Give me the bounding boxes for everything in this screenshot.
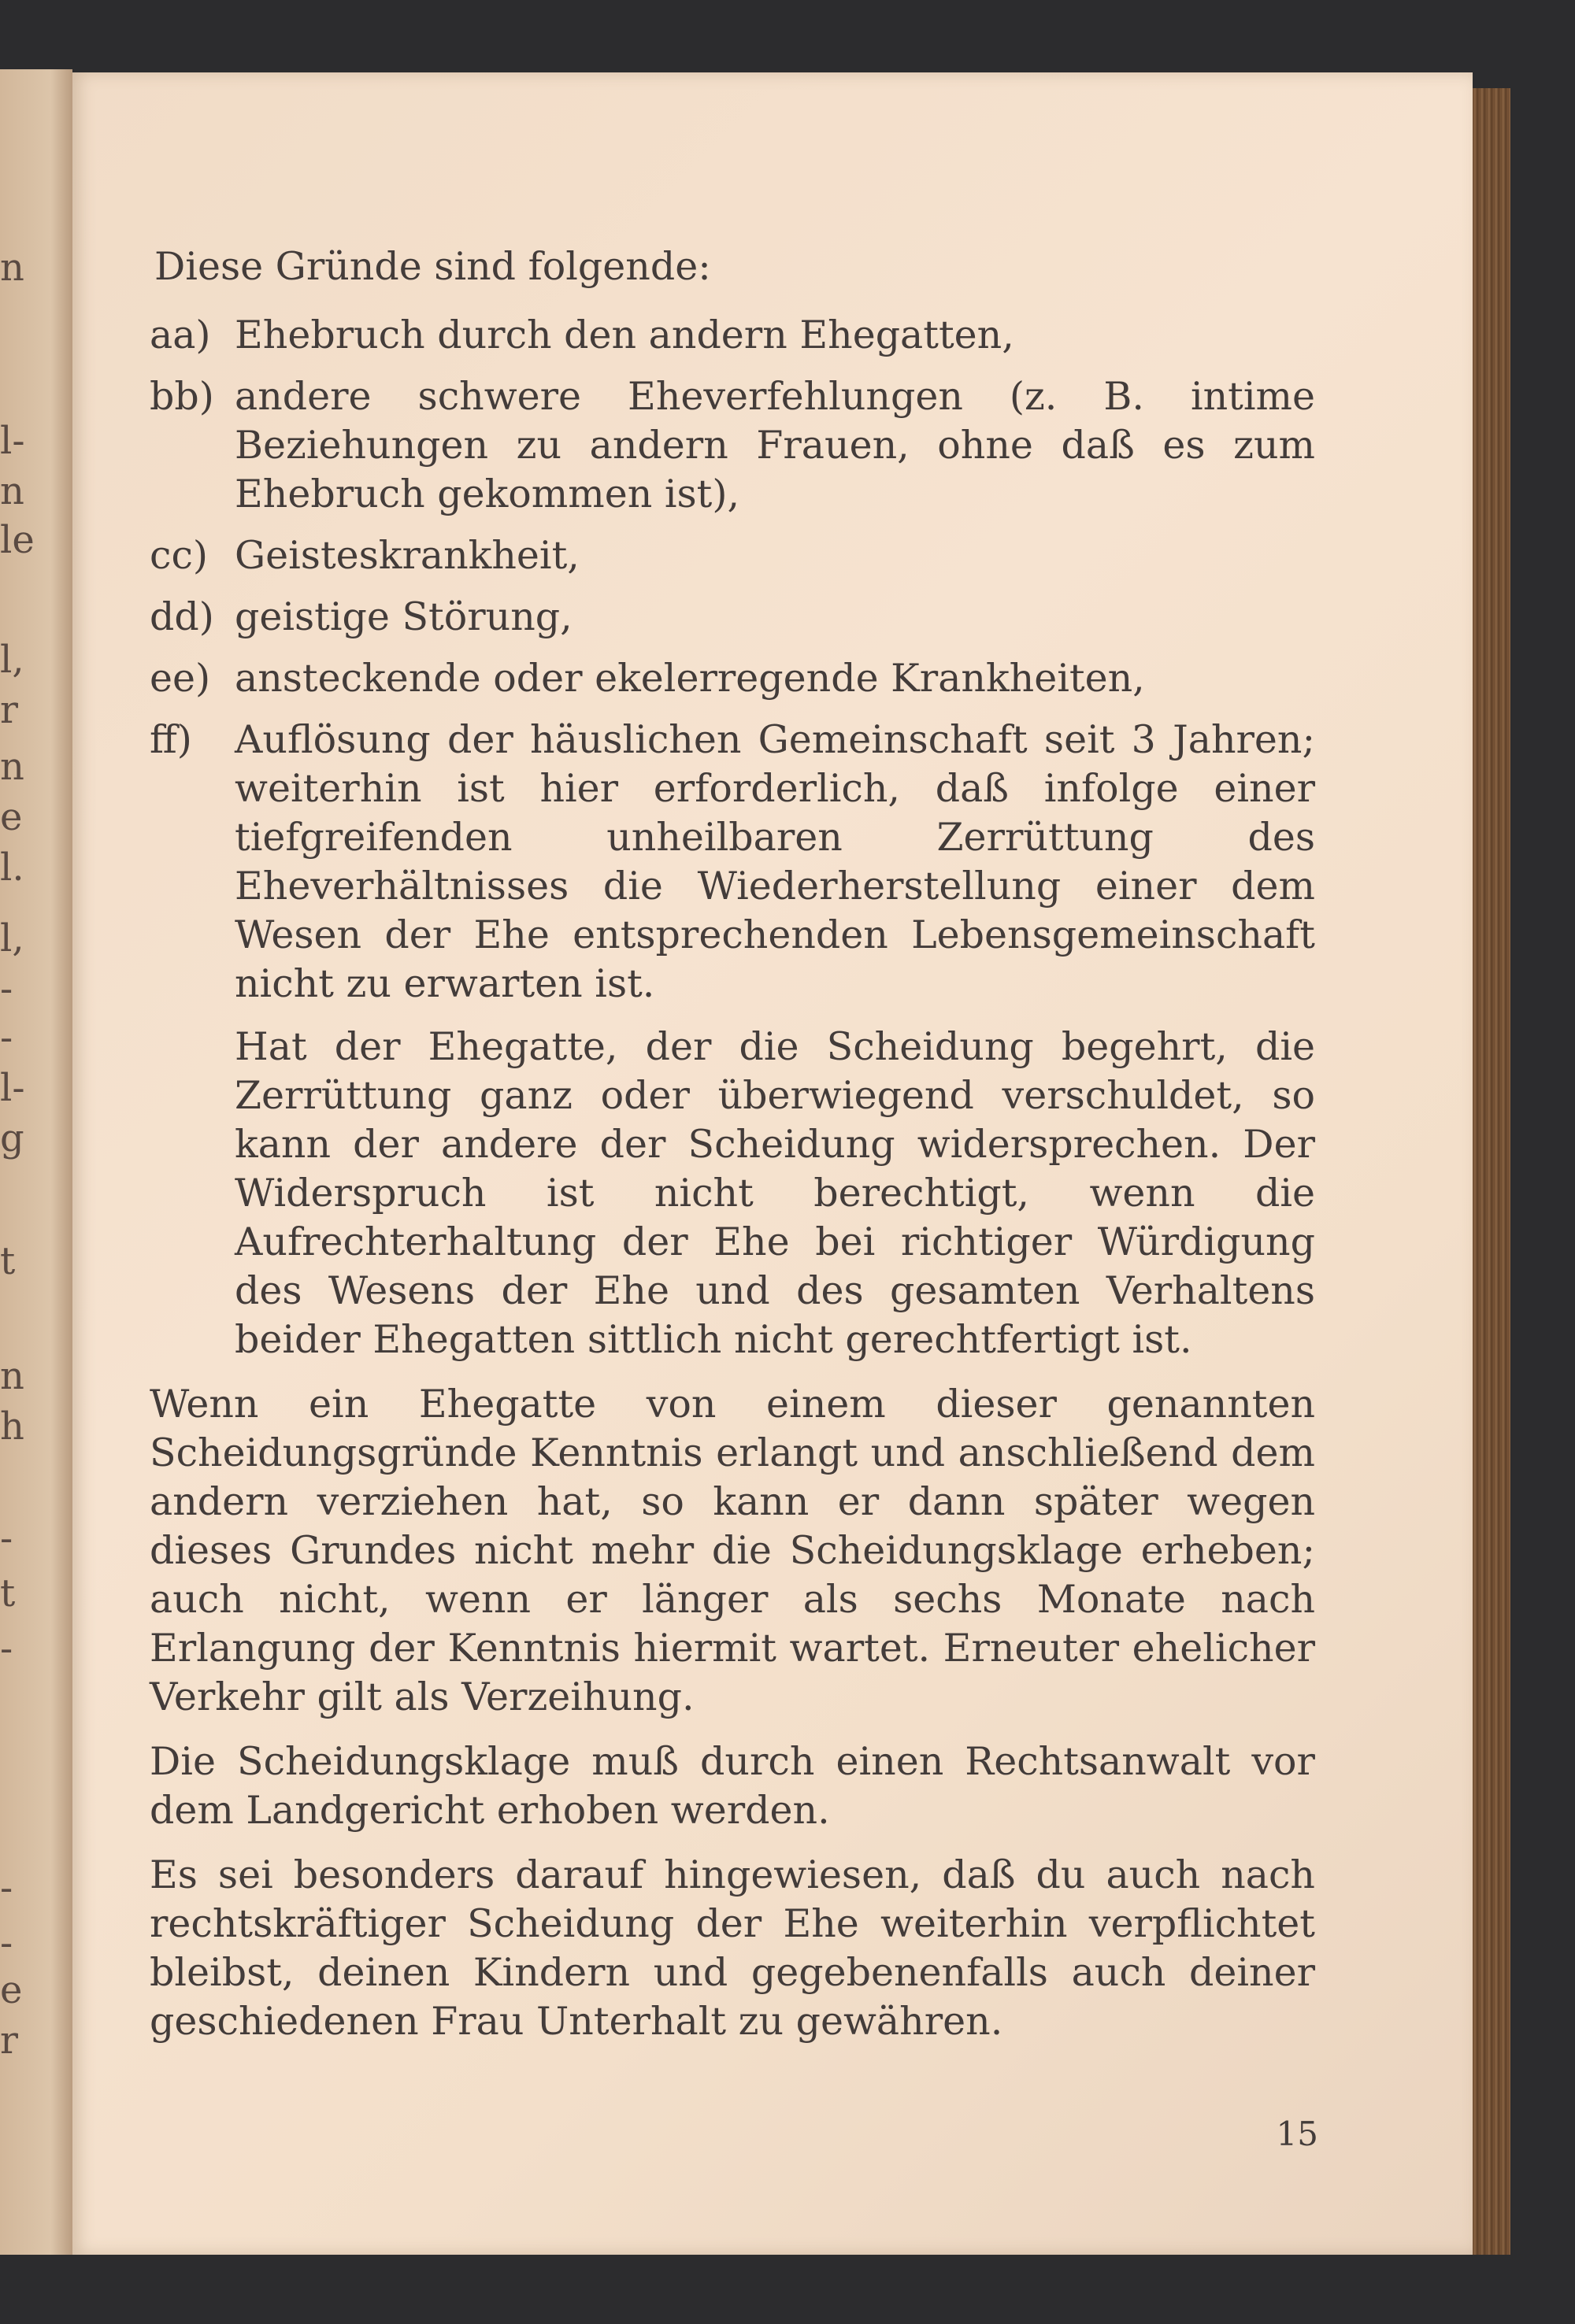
ground-label: ff) (150, 717, 192, 762)
left-page-fragment: h (0, 1404, 24, 1449)
page-number: 15 (1276, 2115, 1318, 2153)
left-page-fragment: - (0, 1626, 13, 1671)
ground-item (150, 654, 1315, 703)
left-page-fragment: - (0, 1516, 13, 1560)
ground-item (150, 593, 1315, 642)
left-page-fragment: n (0, 1354, 24, 1398)
left-page-fragment: e (0, 795, 23, 839)
ground-text: geistige Störung, (235, 594, 573, 639)
ff-note-paragraph: Hat der Ehegatte, der die Scheidung begehrt, die Zerrüttung ganz oder überwiegend verschuldet, so kann der andere der Scheidung widersprechen. Der Widerspruch ist nicht berechtigt, wenn die Aufrechterhaltung der Ehe bei richtiger Würdigung des Wesens der Ehe und des gesamten Verhaltens beider Ehegatten sittlich nicht gerechtfertigt ist. (235, 1024, 1315, 1362)
ground-item (150, 311, 1315, 360)
ground-text: ansteckende oder ekelerregende Krankheiten, (235, 656, 1145, 701)
ground-label: ee) (150, 656, 211, 701)
left-page-fragment: l, (0, 638, 24, 682)
left-page-fragment: l- (0, 1066, 25, 1110)
left-page-fragment: l, (0, 916, 24, 960)
left-page-fragment: - (0, 967, 13, 1011)
left-page-fragment: - (0, 1016, 13, 1060)
left-page-fragment: - (0, 1921, 13, 1965)
left-page-fragment: n (0, 246, 24, 290)
page-stack-edge (1473, 88, 1510, 2255)
ground-text: Geisteskrankheit, (235, 533, 580, 578)
left-page-fragment: r (0, 2019, 18, 2063)
ground-item (150, 372, 1315, 519)
left-page-edge (0, 69, 72, 2255)
ground-label: dd) (150, 594, 214, 639)
left-page-fragment: l. (0, 846, 24, 890)
left-page-fragment: l- (0, 419, 25, 463)
left-page-fragment: t (0, 1239, 16, 1283)
left-page-fragment: - (0, 1866, 13, 1910)
ground-item (150, 716, 1315, 1008)
intro-line: Diese Gründe sind folgende: (154, 244, 711, 289)
left-page-fragment: e (0, 1968, 23, 2012)
left-page-fragment: n (0, 745, 24, 789)
left-page-fragment: g (0, 1116, 24, 1160)
ground-label: bb) (150, 374, 214, 419)
body-paragraph: Die Scheidungsklage muß durch einen Rechtsanwalt vor dem Landgericht erhoben werden. (150, 1739, 1315, 1833)
ground-label: cc) (150, 533, 209, 578)
ground-item (150, 531, 1315, 580)
ground-text: andere schwere Eheverfehlungen (z. B. intime Beziehungen zu andern Frauen, ohne daß es zum Ehebruch gekommen ist), (235, 374, 1315, 516)
body-paragraph: Wenn ein Ehegatte von einem dieser genannten Scheidungsgründe Kenntnis erlangt und anschließend dem andern verziehen hat, so kann er dann später wegen dieses Grundes nicht mehr die Scheidungsklage erheben; auch nicht, wenn er länger als sechs Monate nach Erlangung der Kenntnis hiermit wartet. Erneuter ehelicher Verkehr gilt als Verzeihung. (150, 1382, 1315, 1719)
left-page-fragment: le (0, 518, 35, 562)
ground-text: Ehebruch durch den andern Ehegatten, (235, 313, 1014, 357)
ground-text: Auflösung der häuslichen Gemeinschaft seit 3 Jahren; weiterhin ist hier erforderlich, daß infolge einer tiefgreifenden unheilbaren Zerrüttung des Eheverhältnisses die Wiederherstellung einer dem Wesen der Ehe entsprechenden Lebensgemeinschaft nicht zu erwarten ist. (235, 717, 1315, 1006)
left-page-fragment: t (0, 1571, 16, 1615)
ground-label: aa) (150, 313, 211, 357)
left-page-fragment: n (0, 469, 24, 513)
left-page-fragment: r (0, 688, 18, 732)
page-content (150, 242, 1315, 2046)
body-paragraph: Es sei besonders darauf hingewiesen, daß du auch nach rechtskräftiger Scheidung der Ehe weiterhin verpflichtet bleibst, deinen Kindern und gegebenenfalls auch deiner geschiedenen Frau Unterhalt zu gewähren. (150, 1852, 1315, 2044)
